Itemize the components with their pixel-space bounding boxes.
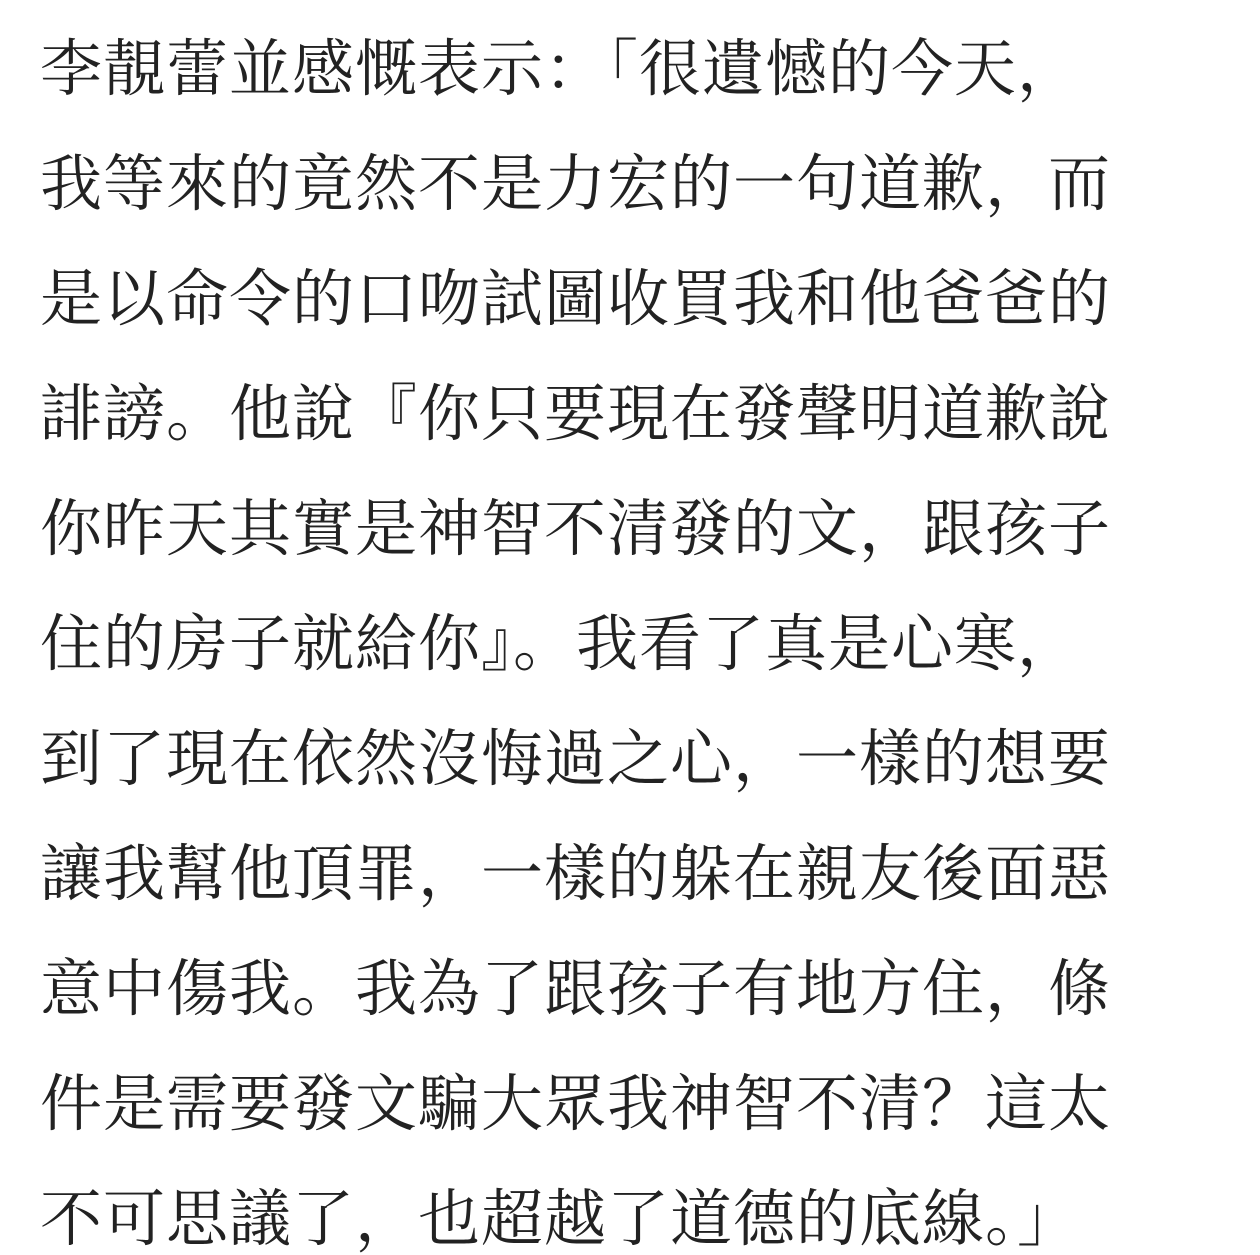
article-line: 是以命令的口吻試圖收買我和他爸爸的 (40, 262, 1112, 335)
article-line: 不可思議了，也超越了道德的底線。」 (40, 1182, 1081, 1255)
article-line: 誹謗。他說『你只要現在發聲明道歉說 (40, 377, 1112, 450)
article-line: 意中傷我。我為了跟孩子有地方住，條 (40, 952, 1112, 1025)
article-line: 你昨天其實是神智不清發的文，跟孩子 (40, 492, 1112, 565)
article-line: 我等來的竟然不是力宏的一句道歉，而 (40, 147, 1112, 220)
article-line: 李靚蕾並感慨表示：「很遺憾的今天， (40, 32, 1081, 105)
article-line: 到了現在依然沒悔過之心，一樣的想要 (40, 722, 1112, 795)
article-line: 住的房子就給你』。我看了真是心寒， (40, 607, 1081, 680)
article-line: 件是需要發文騙大眾我神智不清？這太 (40, 1067, 1112, 1140)
article-line: 讓我幫他頂罪，一樣的躲在親友後面惡 (40, 837, 1112, 910)
